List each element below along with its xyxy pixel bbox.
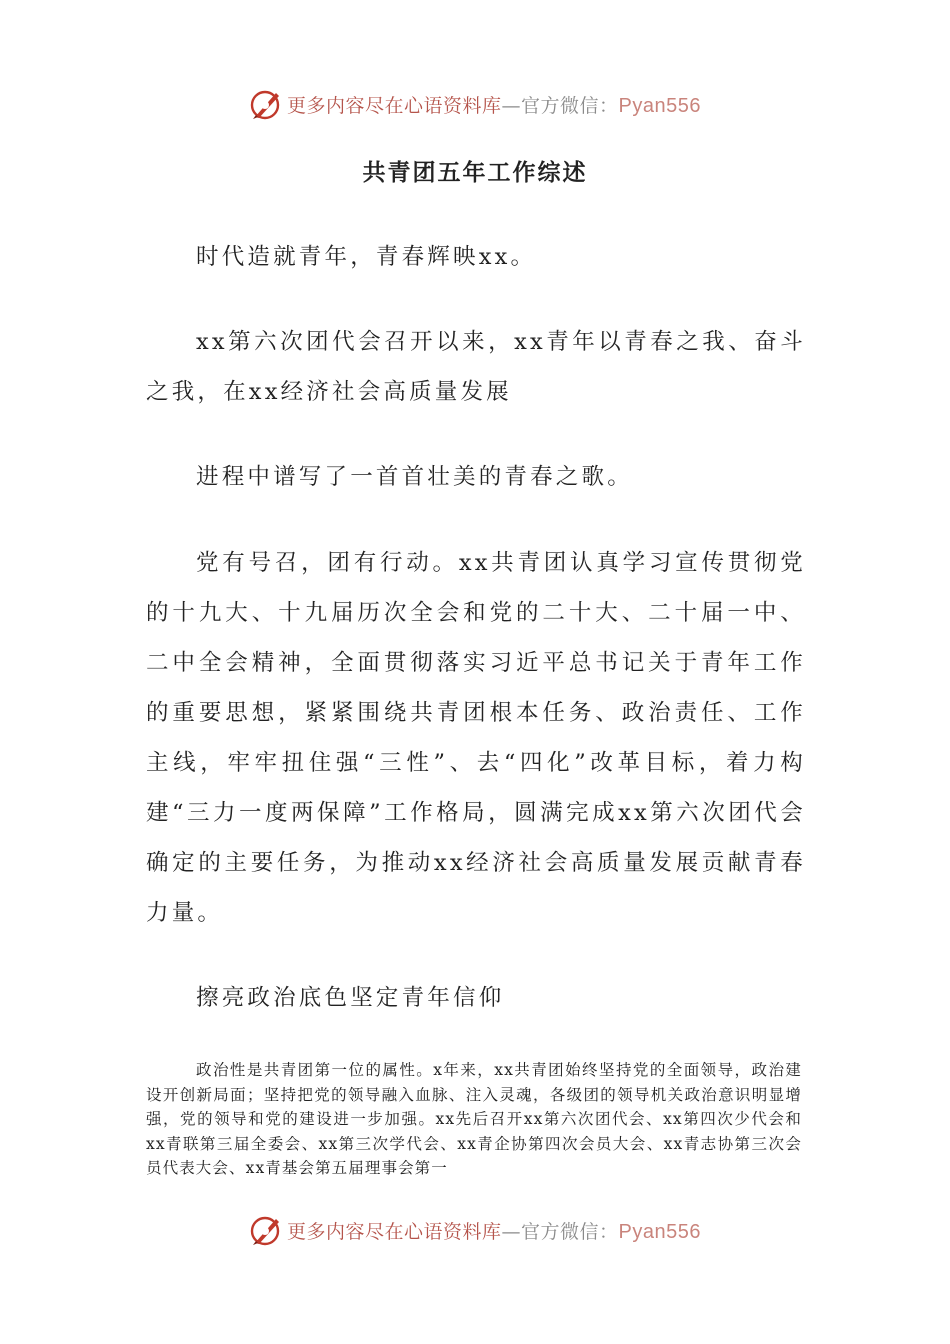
banner-wechat-label: 官方微信： — [521, 1220, 619, 1243]
pen-logo-icon — [249, 87, 283, 121]
section-heading: 擦亮政治底色坚定青年信仰 — [196, 985, 505, 1011]
paragraph-3: 进程中谱写了一首首壮美的青春之歌。 — [196, 464, 633, 490]
banner-dash: — — [501, 94, 522, 117]
small-paragraph: 政治性是共青团第一位的属性。x年来，xx共青团始终坚持党的全面领导，政治建设开创新局面；坚持把党的领导融入血脉、注入灵魂，各级团的领导机关政治意识明显增强，党的领导和党的建设进一步加强。xx先后召开xx第六次团代会、xx第四次少代会和xx青联第三届全委会、xx第三次学代会、xx青企协第四次会员大会、xx青志协第三次会员代表大会、xx青基会第五届理事会第一 — [146, 1061, 802, 1178]
footer-banner-text — [287, 1217, 701, 1244]
banner-main-text: 更多内容尽在心语资料库 — [287, 94, 502, 117]
banner-dash: — — [501, 1220, 522, 1243]
banner-main-text: 更多内容尽在心语资料库 — [287, 1220, 502, 1243]
banner-wechat-id: Pyan556 — [618, 1220, 701, 1243]
pen-logo-icon — [249, 1213, 283, 1247]
footer-watermark-banner — [0, 1210, 950, 1250]
paragraph-2: xx第六次团代会召开以来，xx青年以青春之我、奋斗之我，在xx经济社会高质量发展 — [146, 329, 806, 405]
banner-wechat-label: 官方微信： — [521, 94, 619, 117]
paragraph-4: 党有号召，团有行动。xx共青团认真学习宣传贯彻党的十九大、十九届历次全会和党的二十大、二十届一中、二中全会精神，全面贯彻落实习近平总书记关于青年工作的重要思想，紧紧围绕共青团根本任务、政治责任、工作主线，牢牢扭住强“三性”、去“四化”改革目标，着力构建“三力一度两保障”工作格局，圆满完成xx第六次团代会确定的主要任务，为推动xx经济社会高质量发展贡献青春力量。 — [146, 550, 806, 926]
document-title: 共青团五年工作综述 — [362, 159, 588, 186]
header-watermark-banner — [0, 84, 950, 124]
paragraph-1: 时代造就青年，青春辉映xx。 — [196, 244, 537, 270]
banner-wechat-id: Pyan556 — [618, 94, 701, 117]
header-banner-text — [287, 91, 701, 118]
